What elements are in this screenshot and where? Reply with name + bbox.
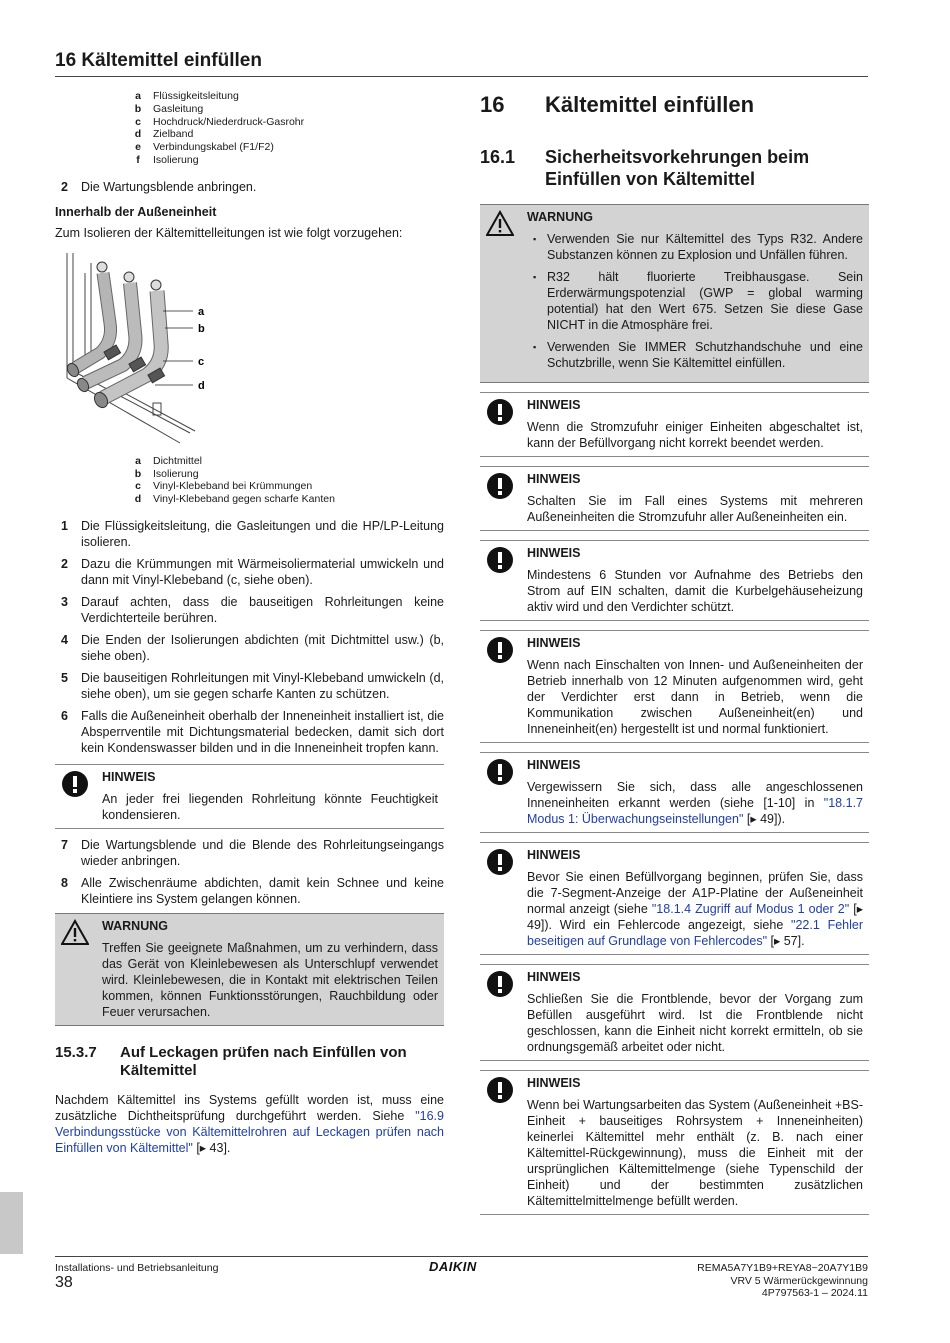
- notice-title: HINWEIS: [527, 970, 581, 984]
- page-header: [55, 50, 868, 77]
- notice-body: Wenn die Stromzufuhr einiger Einheiten abgeschaltet ist, kann der Befüllvorgang nicht korrekt beendet werden.: [527, 420, 863, 450]
- left-column: [55, 90, 444, 1156]
- bullet-item: ▪ R32 hält fluorierte Treibhausgase. Sein Erderwärmungspotenzial (GWP = global warming potential) hat den Wert 675. Setzen Sie diese Gase NICHT in die Atmosphäre frei.: [527, 269, 863, 333]
- notice-exclamation-icon: [61, 770, 89, 798]
- page-number: 38: [55, 1273, 73, 1291]
- notice-body: Mindestens 6 Stunden vor Aufnahme des Betriebs den Strom auf EIN schalten, damit die Kurbelgehäuseheizung aktiv wird und den Verdichter schützt.: [527, 568, 863, 614]
- notice-title: HINWEIS: [527, 472, 581, 486]
- step-item: 2 Dazu die Krümmungen mit Wärmeisoliermaterial umwickeln und dann mit Vinyl-Klebeband (c, siehe oben).: [61, 556, 444, 587]
- warning-triangle-icon: [486, 210, 514, 238]
- right-column: [480, 90, 869, 1215]
- notice-exclamation-icon: [486, 970, 514, 998]
- product-name: VRV 5 Wärmerückgewinnung: [730, 1274, 868, 1287]
- figure-label: a: [198, 305, 205, 318]
- legend-item: b Gasleitung: [134, 102, 204, 115]
- legend-top: [131, 90, 444, 167]
- step-item: 3 Darauf achten, dass die bauseitigen Rohrleitungen keine Verdichterteile berühren.: [61, 594, 444, 625]
- page-title: 16 Kältemittel einfüllen: [55, 50, 262, 71]
- figure-label: b: [198, 322, 205, 335]
- figure-label: c: [198, 355, 205, 368]
- notice-box: [480, 752, 869, 833]
- warning-title: WARNUNG: [102, 918, 168, 933]
- cross-reference-link[interactable]: "18.1.7 Modus 1: Überwachungseinstellungen": [527, 796, 863, 826]
- notice-body: An jeder frei liegenden Rohrleitung könnte Feuchtigkeit kondensieren.: [102, 791, 438, 822]
- step-item: 5 Die bauseitigen Rohrleitungen mit Vinyl-Klebeband umwickeln (d, siehe oben), um sie gegen scharfe Kanten zu schützen.: [61, 670, 444, 701]
- notice-exclamation-icon: [486, 758, 514, 786]
- side-tab-marker: [0, 1192, 23, 1254]
- document-id: 4P797563-1 – 2024.11: [761, 1287, 868, 1299]
- legend-item: e Verbindungskabel (F1/F2): [135, 141, 274, 154]
- step-item: 6 Falls die Außeneinheit oberhalb der Inneneinheit installiert ist, die Absperrventile mit Dichtungsmaterial bedecken, damit sich dort kein Kondenswasser bilden und in die Inneneinheit tropfen kann.: [61, 708, 444, 755]
- subheading: Innerhalb der Außeneinheit: [55, 204, 217, 219]
- legend-item: d Vinyl-Klebeband gegen scharfe Kanten: [134, 493, 335, 506]
- notice-box: [480, 964, 869, 1061]
- step-item: 8 Alle Zwischenräume abdichten, damit kein Schnee und keine Kleintiere ins System gelangen können.: [61, 875, 444, 906]
- notice-box: [55, 764, 444, 829]
- notice-title: HINWEIS: [527, 398, 581, 412]
- notice-title: HINWEIS: [527, 848, 581, 862]
- figure-label: d: [198, 379, 205, 392]
- legend-item: f Isolierung: [136, 153, 199, 166]
- steps-list: [55, 518, 444, 756]
- cross-reference-link[interactable]: "18.1.4 Zugriff auf Modus 1 oder 2": [651, 902, 850, 916]
- bullet-item: ▪ Verwenden Sie IMMER Schutzhandschuhe und eine Schutzbrille, wenn Sie Kältemittel einfüllen.: [527, 339, 863, 371]
- notice-box: [480, 392, 869, 457]
- notice-box: [480, 540, 869, 621]
- legend-figure: [131, 455, 444, 506]
- notice-box: [480, 1070, 869, 1215]
- warning-triangle-icon: [61, 919, 89, 947]
- notice-box: [480, 842, 869, 955]
- steps-list-2: [55, 837, 444, 907]
- legend-item: a Flüssigkeitsleitung: [135, 90, 239, 102]
- legend-item: c Vinyl-Klebeband bei Krümmungen: [135, 480, 313, 493]
- legend-item: d Zielband: [134, 128, 194, 141]
- daikin-logo: DAIKIN: [429, 1259, 477, 1274]
- pipe-insulation-figure: [55, 253, 225, 453]
- legend-item: c Hochdruck/Niederdruck-Gasrohr: [135, 115, 305, 128]
- warning-box: [480, 204, 869, 383]
- notice-title: HINWEIS: [527, 758, 581, 772]
- page-footer: [55, 1256, 868, 1299]
- notice-body: Wenn nach Einschalten von Innen- und Außeneinheiten der Betrieb innerhalb von 12 Minuten aufgenommen wird, geht der Verdichter erst dann in Betrieb, wenn die Kommunikation zwischen Außeneinheit(en) und Inneneinheit(en) hergestellt ist und normal funktioniert.: [527, 658, 863, 736]
- legend-item: a Dichtmittel: [135, 454, 203, 467]
- legend-item: b Isolierung: [134, 467, 199, 480]
- bullet-item: ▪ Verwenden Sie nur Kältemittel des Typs R32. Andere Substanzen können zu Explosion und Unfällen führen.: [527, 231, 863, 263]
- notice-body: Bevor Sie einen Befüllvorgang beginnen, prüfen Sie, dass die 7-Segment-Anzeige der A1P-Platine der Außeneinheit normal anzeigt (siehe "18.1.4 Zugriff auf Modus 1 oder 2" [▸ 49]). Wird ein Fehlercode angezeigt, siehe "22.1 Fehler beseitigen auf Grundlage von Fehlercodes" [▸ 57].: [527, 870, 864, 948]
- notice-body: Schalten Sie im Fall eines Systems mit mehreren Außeneinheiten die Stromzufuhr aller Außeneinheiten ein.: [527, 494, 863, 524]
- footer-left: [55, 1262, 218, 1289]
- warning-bullets: [527, 231, 863, 371]
- step-item: 1 Die Flüssigkeitsleitung, die Gasleitungen und die HP/LP-Leitung isolieren.: [61, 518, 444, 549]
- chapter-heading: 16 Kältemittel einfüllen: [480, 92, 755, 117]
- section-paragraph: Nachdem Kältemittel ins Systems gefüllt worden ist, muss eine zusätzliche Dichtheitsprüfung durchgeführt werden. Siehe "16.9 Verbindungsstücke von Kältemittelrohren auf Leckagen prüfen nach Einfüllen von Kältemittel" [▸ 43].: [55, 1092, 444, 1155]
- notice-exclamation-icon: [486, 546, 514, 574]
- notice-exclamation-icon: [486, 848, 514, 876]
- step-item: 4 Die Enden der Isolierungen abdichten (mit Dichtmittel usw.) (b, siehe oben).: [61, 632, 444, 663]
- notice-title: HINWEIS: [527, 636, 581, 650]
- notice-exclamation-icon: [486, 636, 514, 664]
- notice-box: [480, 630, 869, 743]
- section-heading: 15.3.7 Auf Leckagen prüfen nach Einfüllen von Kältemittel: [55, 1043, 407, 1079]
- step-item: 7 Die Wartungsblende und die Blende des Rohrleitungseingangs wieder anbringen.: [61, 837, 444, 868]
- notice-exclamation-icon: [486, 398, 514, 426]
- warning-body: Treffen Sie geeignete Maßnahmen, um zu verhindern, dass das Gerät von Kleinlebewesen als Unterschlupf verwendet wird. Kleinlebewesen, die in Kontakt mit elektrischen Teilen kommen, können Funktionsstörungen, Rauchbildung oder Feuer verursachen.: [102, 940, 438, 1019]
- notice-body: Wenn bei Wartungsarbeiten das System (Außeneinheit +BS-Einheit + bauseitiges Rohrsystem + Inneneinheiten) keinerlei Kältemittel mehr enthält (z. B. nach einer Kältemittel-Rückgewinnung), muss die Einheit mit der ursprünglichen Kältemittelmenge (siehe Typenschild der Einheit) und der bestimmten zusätzlichen Kältemittelmittelmenge befüllt werden.: [527, 1098, 863, 1208]
- step-item: 2 Die Wartungsblende anbringen.: [61, 179, 257, 194]
- notice-title: HINWEIS: [527, 1076, 581, 1090]
- warning-title: WARNUNG: [527, 210, 593, 224]
- notice-title: HINWEIS: [102, 769, 156, 784]
- notice-exclamation-icon: [486, 472, 514, 500]
- document-type: Installations- und Betriebsanleitung: [55, 1262, 219, 1274]
- footer-right: [697, 1262, 868, 1300]
- notice-title: HINWEIS: [527, 546, 581, 560]
- notice-box: [480, 466, 869, 531]
- cross-reference-link[interactable]: "22.1 Fehler beseitigen auf Grundlage von Fehlercodes": [527, 918, 864, 948]
- section-heading: 16.1 Sicherheitsvorkehrungen beim Einfüllen von Kältemittel: [480, 147, 810, 189]
- warning-box: [55, 913, 444, 1026]
- notice-exclamation-icon: [486, 1076, 514, 1104]
- notice-body: Schließen Sie die Frontblende, bevor der Vorgang zum Befüllen ausgeführt wird. Ist die Frontblende nicht geschlossen, kann die Einheit nicht korrekt ermitteln, ob sie ordnungsgemäß arbeitet oder nicht.: [527, 992, 863, 1054]
- cross-reference-link[interactable]: "16.9 Verbindungsstücke von Kältemittelrohren auf Leckagen prüfen nach Einfüllen von Kältemittel": [55, 1108, 444, 1155]
- notice-body: Vergewissern Sie sich, dass alle angeschlossenen Inneneinheiten erkannt werden (siehe [1-10] in "18.1.7 Modus 1: Überwachungseinstellungen" [▸ 49]).: [527, 780, 863, 826]
- model-number: REMA5A7Y1B9+REYA8~20A7Y1B9: [697, 1262, 868, 1274]
- intro-paragraph: Zum Isolieren der Kältemittelleitungen ist wie folgt vorzugehen:: [55, 225, 403, 240]
